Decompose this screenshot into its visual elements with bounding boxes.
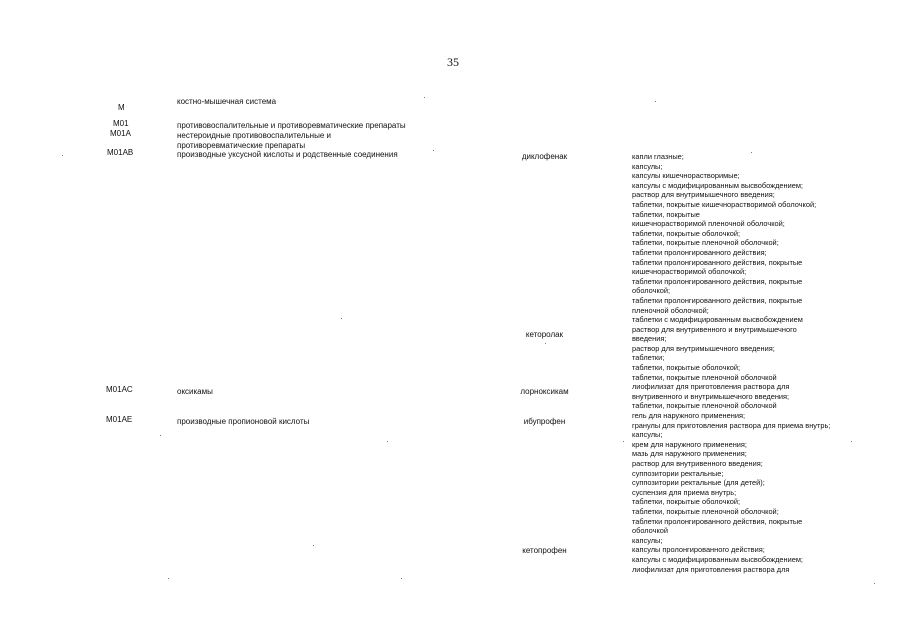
dosage-form-line: капсулы пролонгированного действия;	[632, 545, 765, 555]
dosage-form-line: таблетки, покрытые пленочной оболочкой;	[632, 506, 779, 516]
scan-speck	[433, 150, 434, 151]
dosage-form-line: мазь для наружного применения;	[632, 449, 747, 459]
dosage-form-line: таблетки, покрытые оболочкой;	[632, 363, 741, 373]
dosage-form-line: таблетки пролонгированного действия, покрытые	[632, 516, 803, 526]
dosage-form-line: суппозитории ректальные;	[632, 468, 724, 478]
dosage-form-line: капсулы кишечнорастворимые;	[632, 171, 740, 181]
dosage-form-line: введения;	[632, 334, 667, 344]
dosage-form-line: таблетки;	[632, 353, 665, 363]
dosage-form-line: раствор для внутривенного и внутримышечного	[632, 324, 797, 334]
dosage-form-line: раствор для внутримышечного введения;	[632, 343, 775, 353]
dosage-forms-column	[632, 152, 882, 574]
page-number: 35	[447, 55, 459, 69]
atc-code-m01: M01	[113, 119, 129, 128]
dosage-form-line: капсулы;	[632, 535, 663, 545]
atc-code-m01ab: M01AB	[107, 148, 134, 157]
scan-speck	[545, 343, 546, 344]
scan-speck	[874, 583, 875, 584]
dosage-form-line: лиофилизат для приготовления раствора для	[632, 382, 790, 392]
dosage-form-line: оболочкой	[632, 526, 669, 536]
drug-name-ketorolac: кеторолак	[525, 330, 564, 339]
scan-speck	[160, 435, 161, 436]
dosage-form-line: таблетки пролонгированного действия, покрытые	[632, 276, 803, 286]
scan-speck	[387, 441, 388, 442]
atc-description-m01a: нестероидные противовоспалительные и противоревматические препараты	[177, 131, 331, 150]
atc-code-m: M	[118, 103, 125, 112]
dosage-form-line: оболочкой;	[632, 286, 671, 296]
dosage-form-line: раствор для внутривенного введения;	[632, 459, 763, 468]
scan-speck	[623, 441, 624, 442]
dosage-form-line: крем для наружного применения;	[632, 439, 747, 449]
atc-code-m01a: M01A	[110, 129, 131, 138]
dosage-form-line: кишечнорастворимой оболочкой;	[632, 267, 747, 277]
dosage-form-line: таблетки пролонгированного действия, покрытые	[632, 257, 803, 267]
scan-speck	[341, 318, 342, 319]
dosage-form-line: раствор для внутримышечного введения;	[632, 190, 775, 200]
dosage-form-line: капли глазные;	[632, 152, 684, 161]
atc-description-m01ac: оксикамы	[177, 387, 213, 396]
drug-name-diclofenac: диклофенак	[521, 152, 568, 161]
dosage-form-line: таблетки, покрытые пленочной оболочкой	[632, 401, 777, 411]
dosage-form-line: кишечнорастворимой пленочной оболочкой;	[632, 219, 785, 229]
dosage-form-line: таблетки, покрытые	[632, 209, 700, 219]
scan-speck	[751, 152, 752, 153]
scan-speck	[851, 441, 852, 442]
atc-code-m01ac: M01AC	[106, 385, 133, 394]
dosage-form-line: гель для наружного применения;	[632, 411, 746, 421]
atc-description-m01: противовоспалительные и противоревматические препараты	[177, 121, 406, 130]
dosage-form-line: таблетки пролонгированного действия, покрытые	[632, 295, 803, 305]
scan-speck	[424, 97, 425, 98]
dosage-form-line: капсулы с модифицированным высвобождением;	[632, 180, 803, 190]
dosage-form-line: капсулы с модифицированным высвобождением;	[632, 554, 803, 564]
drug-name-lornoxicam: лорноксикам	[520, 387, 569, 396]
scan-speck	[401, 578, 402, 579]
drug-name-ibuprofen: ибупрофен	[523, 417, 566, 426]
dosage-form-line: таблетки, покрытые оболочкой;	[632, 228, 741, 238]
drug-name-ketoprofen: кетопрофен	[522, 546, 567, 555]
scan-speck	[62, 155, 63, 156]
dosage-form-line: таблетки, покрытые пленочной оболочкой	[632, 372, 777, 382]
dosage-form-line: лиофилизат для приготовления раствора для	[632, 564, 790, 574]
dosage-form-line: таблетки, покрытые пленочной оболочкой;	[632, 238, 779, 248]
dosage-form-line: суппозитории ректальные (для детей);	[632, 478, 765, 488]
dosage-form-line: таблетки с модифицированным высвобождением	[632, 315, 803, 325]
scan-speck	[313, 545, 314, 546]
dosage-form-line: пленочной оболочкой;	[632, 305, 709, 315]
atc-description-m: костно-мышечная система	[177, 97, 277, 106]
dosage-form-line: гранулы для приготовления раствора для приема внутрь;	[632, 420, 831, 430]
dosage-form-line: суспензия для приема внутрь;	[632, 487, 737, 497]
atc-description-m01ab: производные уксусной кислоты и родственные соединения	[177, 150, 398, 159]
dosage-form-line: внутривенного и внутримышечного введения;	[632, 391, 790, 401]
atc-code-m01ae: M01AE	[106, 415, 133, 424]
dosage-form-line: таблетки пролонгированного действия;	[632, 247, 767, 257]
atc-description-m01ae: производные пропионовой кислоты	[177, 417, 310, 426]
dosage-form-line: капсулы;	[632, 161, 663, 171]
dosage-form-line: капсулы;	[632, 430, 663, 440]
scan-speck	[168, 578, 169, 579]
dosage-form-line: таблетки, покрытые кишечнорастворимой оболочкой;	[632, 199, 817, 209]
scan-speck	[655, 101, 656, 102]
dosage-form-line: таблетки, покрытые оболочкой;	[632, 497, 741, 507]
